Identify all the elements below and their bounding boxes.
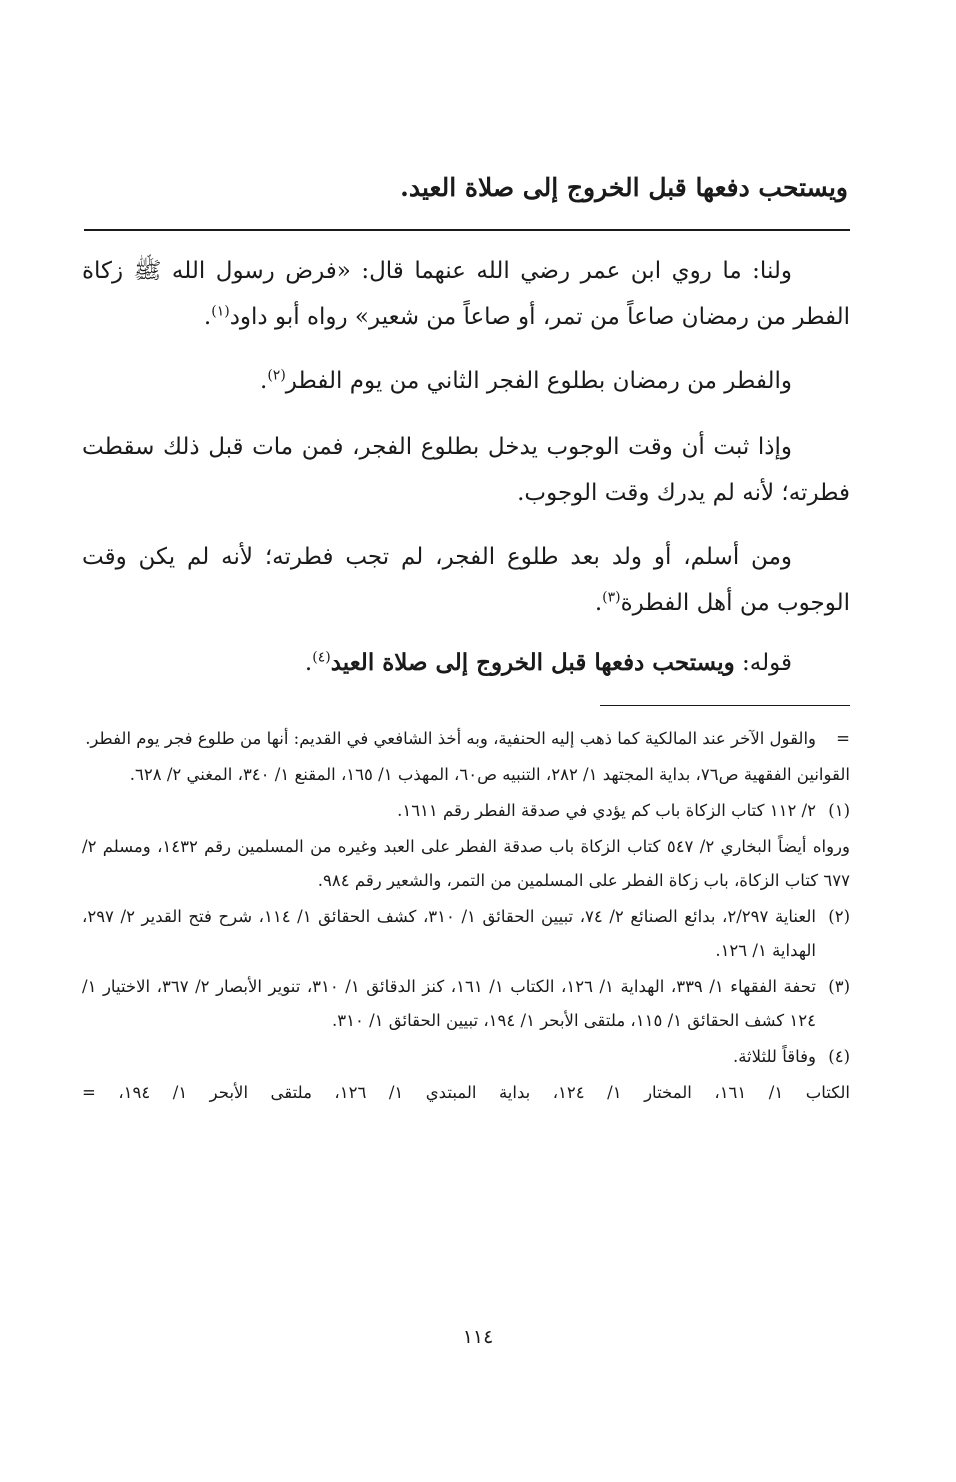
footnote-1-continuation: ورواه أيضاً البخاري ٢/ ٥٤٧ كتاب الزكاة باب صدقة الفطر على العبد وغيره من المسلمين رقم ١٤٣٢، ومسلم ٢/ ٦٧٧ كتاب الزكاة، باب زكاة الفطر على المسلمين من التمر، والشعير رقم ٩٨٤. — [82, 837, 850, 890]
footnotes-section — [82, 722, 850, 1110]
paragraph-convert-after-dawn: ومن أسلم، أو ولد بعد طلوع الفجر، لم تجب فطرته؛ لأنه لم يكن وقت الوجوب من أهل الفطرة$^{(٣)}$. — [82, 544, 850, 616]
paragraph-convert-after-dawn-text: ومن أسلم، أو ولد بعد طلوع الفجر، لم تجب فطرته؛ لأنه لم يكن وقت الوجوب من أهل الفطرة — [82, 544, 850, 616]
footnote-1-number: (١) — [828, 801, 850, 820]
paragraph-death-before-dawn-text: وإذا ثبت أن وقت الوجوب يدخل بطلوع الفجر، فمن مات قبل ذلك سقطت فطرته؛ لأنه لم يدرك وقت الوجوب. — [82, 434, 850, 506]
footnote-2-text: العناية ٢/٢٩٧، بدائع الصنائع ٢/ ٧٤، تبيين الحقائق ١/ ٣١٠، كشف الحقائق ١/ ١١٤، شرح فتح القدير ٢/ ٢٩٧، الهداية ١/ ١٢٦. — [82, 907, 816, 960]
paragraph-quote: قوله: ويستحب دفعها قبل الخروج إلى صلاة العيد$^{(٤)}$. — [304, 649, 792, 676]
footnote-ref-1[interactable]: (١) — [211, 303, 230, 320]
footnote-ref-2[interactable]: (٢) — [267, 367, 286, 384]
footnote-3 — [82, 970, 850, 1038]
paragraph-death-before-dawn — [82, 424, 850, 516]
paragraph-quote-bold: ويستحب دفعها قبل الخروج إلى صلاة العيد — [330, 649, 735, 676]
paragraph-evidence-text: ولنا: ما روي ابن عمر رضي الله عنهما قال: «فرض رسول الله ﷺ زكاة الفطر من رمضان صاعاً من تمر، أو صاعاً من شعير» رواه أبو داود — [82, 258, 850, 330]
footnote-4 — [82, 1040, 850, 1074]
footnote-1-text: ٢/ ١١٢ كتاب الزكاة باب كم يؤدي في صدقة الفطر رقم ١٦١١. — [397, 801, 816, 820]
continuation-marker: = — [836, 729, 850, 748]
paragraph-quote-prefix: قوله: — [734, 650, 792, 676]
footnote-4-carryover: الكتاب ١/ ١٦١، المختار ١/ ١٢٤، بداية المبتدي ١/ ١٢٦، ملتقى الأبحر ١/ ١٩٤، = — [82, 1083, 850, 1102]
paragraph-fitr-time: والفطر من رمضان بطلوع الفجر الثاني من يوم الفطر$^{(٢)}$. — [260, 367, 792, 394]
footnote-continuation-text: والقول الآخر عند المالكية كما ذهب إليه الحنفية، وبه أخذ الشافعي في القديم: أنها من طلوع فجر يوم الفطر. — [85, 729, 816, 748]
footnote-4-text: وفاقاً للثلاثة. — [732, 1047, 816, 1066]
footnote-2-number: (٢) — [828, 907, 850, 926]
page-number: ١١٤ — [462, 1326, 494, 1348]
running-header-title: ويستحب دفعها قبل الخروج إلى صلاة العيد. — [400, 173, 848, 202]
footnote-ref-3[interactable]: (٣) — [602, 589, 621, 606]
paragraph-evidence: ولنا: ما روي ابن عمر رضي الله عنهما قال: «فرض رسول الله ﷺ زكاة الفطر من رمضان صاعاً من تمر، أو صاعاً من شعير» رواه أبو داود$^{(١)}$. — [82, 258, 850, 330]
footnote-divider — [600, 705, 850, 706]
footnote-3-text: تحفة الفقهاء ١/ ٣٣٩، الهداية ١/ ١٢٦، الكتاب ١/ ١٦١، كنز الدقائق ١/ ٣١٠، تنوير الأبصار ٢/ ٣٦٧، الاختيار ١/ ١٢٤ كشف الحقائق ١/ ١١٥، ملتقى الأبحر ١/ ١٩٤، تبيين الحقائق ١/ ٣١٠. — [82, 977, 816, 1030]
footnote-4-number: (٤) — [828, 1047, 850, 1066]
footnote-ref-4[interactable]: (٤) — [312, 649, 331, 666]
footnote-continuation-refs: القوانين الفقهية ص٧٦، بداية المجتهد ١/ ٢٨٢، التنبيه ص٦٠، المهذب ١/ ١٦٥، المقنع ١/ ٣٤٠، المغني ٢/ ٦٢٨. — [129, 765, 850, 784]
paragraph-fitr-time-text: والفطر من رمضان بطلوع الفجر الثاني من يوم الفطر — [285, 368, 792, 394]
footnote-3-number: (٣) — [828, 977, 850, 996]
header-divider — [84, 229, 850, 231]
footnote-2 — [82, 900, 850, 968]
footnote-continuation — [82, 722, 850, 756]
footnote-1 — [82, 794, 850, 828]
